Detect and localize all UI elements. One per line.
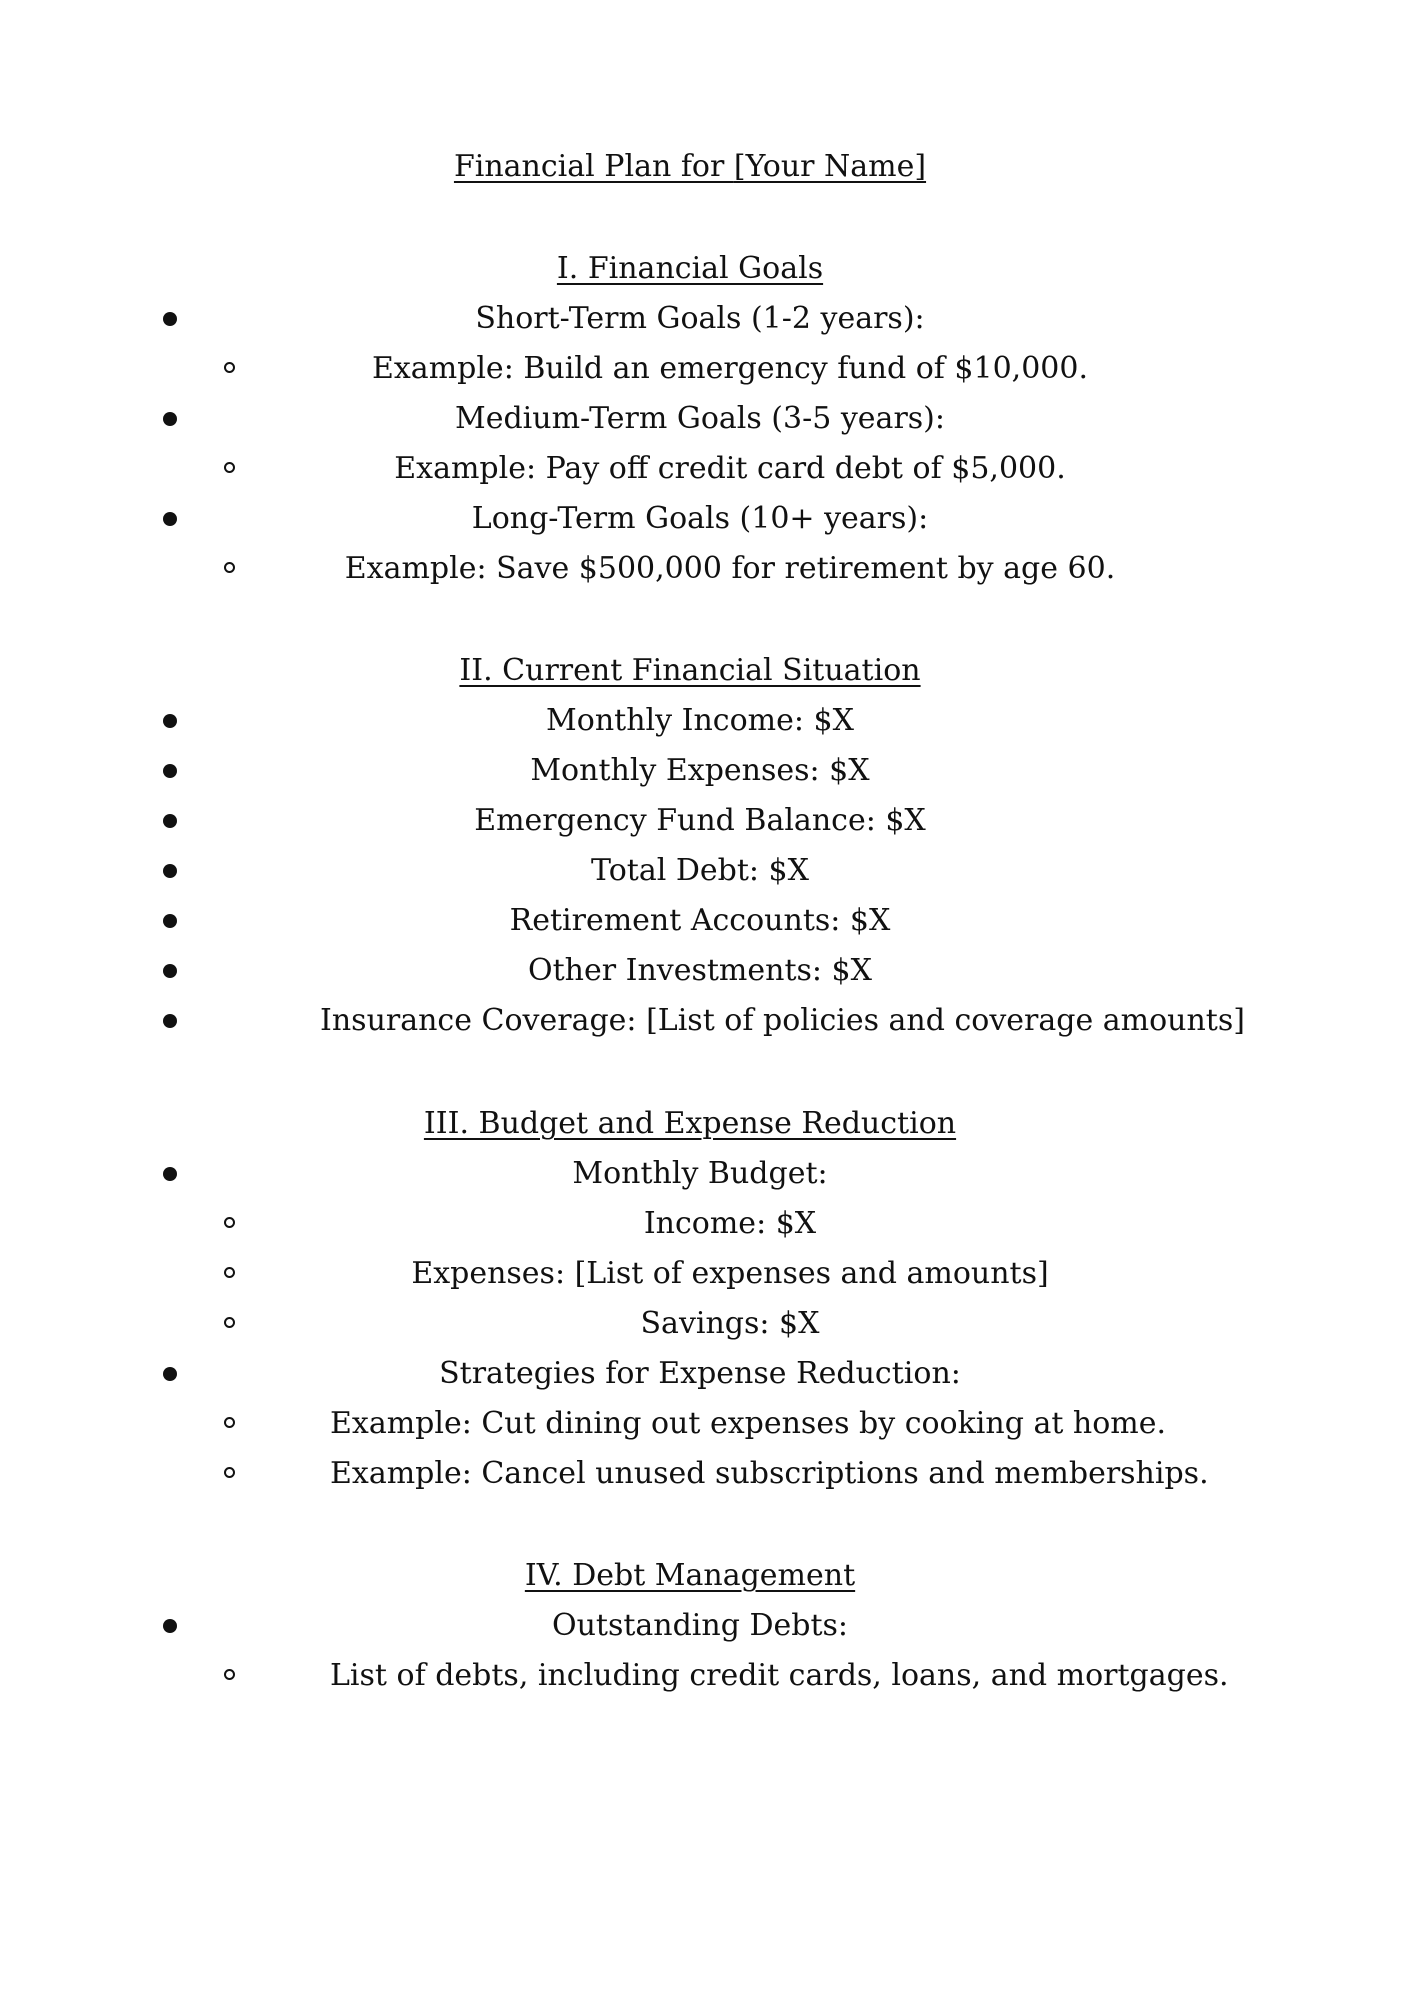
section-heading-text: II. Current Financial Situation [459, 653, 921, 688]
filled-bullet-icon [163, 864, 177, 878]
list-item-text: Example: Cut dining out expenses by cooking at home. [330, 1406, 1167, 1441]
document-title-text [320, 142, 1060, 192]
list-item-text: Savings: $X [640, 1306, 820, 1341]
section-heading-text: I. Financial Goals [556, 251, 824, 286]
section-heading [0, 244, 1414, 294]
sub-list-item [0, 1249, 1414, 1299]
filled-bullet-icon [163, 814, 177, 828]
filled-bullet-icon [163, 512, 177, 526]
filled-bullet-icon [163, 1014, 177, 1028]
hollow-bullet-icon [224, 362, 235, 373]
list-item-text: Monthly Income: $X [546, 703, 854, 738]
list-item [0, 494, 1414, 544]
section-heading [0, 646, 1414, 696]
list-item [0, 696, 1414, 746]
hollow-bullet-icon [224, 1669, 235, 1680]
list-item-text: Outstanding Debts: [551, 1608, 849, 1643]
section-heading-text: IV. Debt Management [524, 1558, 856, 1593]
sub-list-item [0, 1299, 1414, 1349]
section-heading [0, 1099, 1414, 1149]
list-item-text: Strategies for Expense Reduction: [439, 1356, 961, 1391]
sub-list-item [0, 444, 1414, 494]
list-item [0, 996, 1414, 1046]
list-item-text: Monthly Expenses: $X [530, 753, 870, 788]
list-item-text: Insurance Coverage: [List of policies and coverage amounts] [320, 1003, 1245, 1038]
sub-list-item [0, 1651, 1414, 1701]
list-item [0, 1349, 1414, 1399]
list-item-text: Example: Save $500,000 for retirement by age 60. [344, 551, 1116, 586]
title-placeholder: [Your Name] [733, 149, 927, 184]
list-item [0, 1601, 1414, 1651]
section-heading [0, 1551, 1414, 1601]
list-item-text: Total Debt: $X [591, 853, 809, 888]
sub-list-item [0, 544, 1414, 594]
list-item [0, 1149, 1414, 1199]
filled-bullet-icon [163, 1619, 177, 1633]
hollow-bullet-icon [224, 1417, 235, 1428]
filled-bullet-icon [163, 1167, 177, 1181]
hollow-bullet-icon [224, 1317, 235, 1328]
list-item-text: Expenses: [List of expenses and amounts] [411, 1256, 1049, 1291]
list-item-text: Example: Cancel unused subscriptions and memberships. [330, 1456, 1209, 1491]
filled-bullet-icon [163, 312, 177, 326]
section-heading-text: III. Budget and Expense Reduction [423, 1106, 957, 1141]
sub-list-item [0, 344, 1414, 394]
hollow-bullet-icon [224, 462, 235, 473]
filled-bullet-icon [163, 714, 177, 728]
list-item [0, 846, 1414, 896]
list-item [0, 796, 1414, 846]
title-prefix: Financial Plan for [453, 149, 734, 184]
list-item-text: Example: Build an emergency fund of $10,000. [371, 351, 1089, 386]
filled-bullet-icon [163, 964, 177, 978]
list-item [0, 294, 1414, 344]
list-item [0, 896, 1414, 946]
list-item-text: Example: Pay off credit card debt of $5,000. [394, 451, 1066, 486]
sub-list-item [0, 1199, 1414, 1249]
list-item-text: Monthly Budget: [572, 1156, 828, 1191]
filled-bullet-icon [163, 412, 177, 426]
list-item [0, 946, 1414, 996]
hollow-bullet-icon [224, 1217, 235, 1228]
filled-bullet-icon [163, 1367, 177, 1381]
hollow-bullet-icon [224, 562, 235, 573]
list-item [0, 746, 1414, 796]
document-title [0, 142, 1414, 192]
sub-list-item [0, 1399, 1414, 1449]
list-item-text: Medium-Term Goals (3-5 years): [455, 401, 945, 436]
sub-list-item [0, 1449, 1414, 1499]
list-item-text: Long-Term Goals (10+ years): [471, 501, 929, 536]
list-item-text: Other Investments: $X [528, 953, 872, 988]
list-item-text: Income: $X [643, 1206, 817, 1241]
list-item-text: Retirement Accounts: $X [509, 903, 891, 938]
filled-bullet-icon [163, 764, 177, 778]
hollow-bullet-icon [224, 1467, 235, 1478]
hollow-bullet-icon [224, 1267, 235, 1278]
filled-bullet-icon [163, 914, 177, 928]
list-item-text: List of debts, including credit cards, loans, and mortgages. [330, 1658, 1229, 1693]
list-item-text: Short-Term Goals (1-2 years): [475, 301, 925, 336]
list-item [0, 394, 1414, 444]
list-item-text: Emergency Fund Balance: $X [474, 803, 926, 838]
